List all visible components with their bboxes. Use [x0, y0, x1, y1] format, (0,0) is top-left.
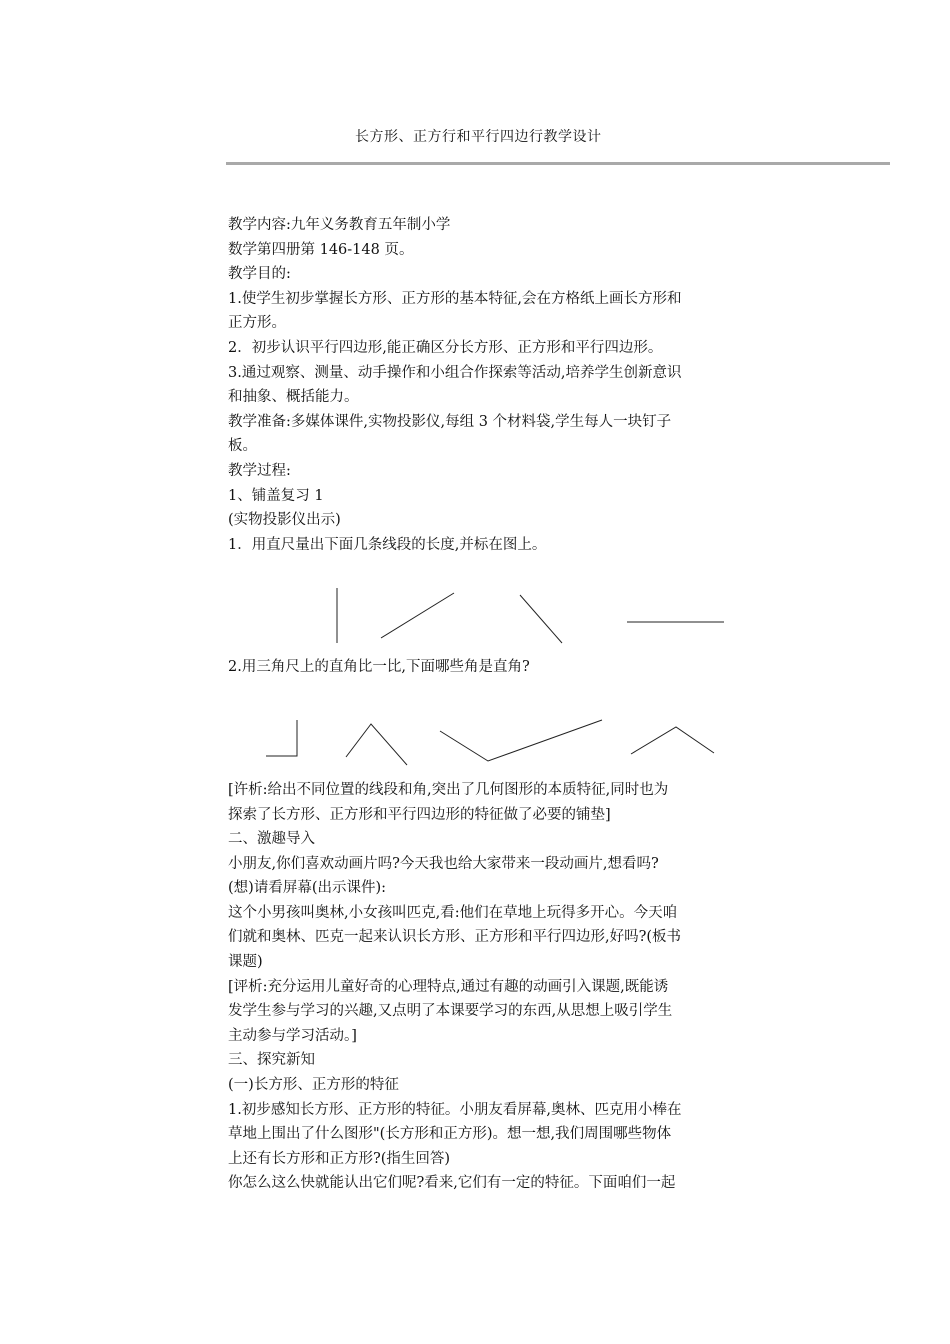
text-line: 草地上围出了什么图形"(长方形和正方形)。想一想,我们周围哪些物体	[228, 1126, 672, 1143]
block2	[228, 778, 728, 1196]
text-line: 探索了长方形、正方形和平行四边形的特征做了必要的铺垫]	[228, 806, 611, 823]
header-rule	[226, 162, 890, 165]
text-line: 教学过程:	[228, 462, 291, 479]
text-line: 正方形。	[228, 315, 286, 332]
text-line: 1、铺盖复习 1	[228, 487, 324, 504]
text-line: 1.初步感知长方形、正方形的特征。小朋友看屏幕,奥林、匹克用小棒在	[228, 1101, 682, 1118]
page-title: 长方形、正方行和平行四边行教学设计	[355, 129, 602, 145]
body-text	[228, 213, 728, 1196]
text-line: 三、探究新知	[228, 1052, 315, 1069]
line-segments-figure	[226, 585, 726, 645]
text-line: 数学第四册第 146-148 页。	[228, 241, 414, 258]
text-line: [许析:给出不同位置的线段和角,突出了几何图形的本质特征,同时也为	[228, 781, 669, 798]
text-line: 发学生参与学习的兴趣,又点明了本课要学习的东西,从思想上吸引学生	[228, 1003, 673, 1020]
right-angle	[266, 720, 297, 756]
text-line: 和抽象、概括能力。	[228, 389, 359, 406]
text-line: 1.使学生初步掌握长方形、正方形的基本特征,会在方格纸上画长方形和	[228, 290, 682, 307]
text-line: 们就和奥林、匹克一起来认识长方形、正方形和平行四边形,好吗?(板书	[228, 929, 682, 946]
text-line: 这个小男孩叫奥林,小女孩叫匹克,看:他们在草地上玩得多开心。今天咱	[228, 904, 678, 921]
text-line: 教学内容:九年义务教育五年制小学	[228, 217, 451, 233]
text-line: 教学准备:多媒体课件,实物投影仪,每组 3 个材料袋,学生每人一块钉子	[228, 413, 672, 430]
text-line: 你怎么这么快就能认出它们呢?看来,它们有一定的特征。下面咱们一起	[228, 1175, 676, 1192]
falling-diagonal-segment	[520, 595, 562, 643]
text-line: (想)请看屏幕(出示课件):	[228, 880, 387, 897]
acute-angle	[346, 724, 407, 765]
text-line: 教学目的:	[228, 266, 291, 283]
text-line: 2．初步认识平行四边形,能正确区分长方形、正方形和平行四边形。	[228, 339, 663, 356]
question-2: 2.用三角尺上的直角比一比,下面哪些角是直角?	[228, 659, 530, 676]
text-line: 上还有长方形和正方形?(指生回答)	[228, 1150, 451, 1167]
obtuse-angle	[631, 727, 714, 754]
text-line: 课题)	[228, 954, 263, 971]
text-line: (一)长方形、正方形的特征	[228, 1077, 399, 1094]
text-line: 小朋友,你们喜欢动画片吗?今天我也给大家带来一段动画片,想看吗?	[228, 855, 659, 872]
angles-figure	[226, 713, 726, 768]
text-line: 主动参与学习活动。]	[228, 1027, 357, 1044]
text-line: 二、激趣导入	[228, 831, 315, 848]
obtuse-angle-wide	[440, 720, 602, 761]
rising-diagonal-segment	[381, 593, 454, 638]
text-line: (实物投影仪出示)	[228, 512, 341, 529]
text-line: 1．用直尺量出下面几条线段的长度,并标在图上。	[228, 536, 547, 553]
block1	[228, 213, 728, 557]
text-line: 板。	[228, 438, 257, 455]
text-line: 3.通过观察、测量、动手操作和小组合作探索等活动,培养学生创新意识	[228, 364, 682, 381]
text-line: [评析:充分运用儿童好奇的心理特点,通过有趣的动画引入课题,既能诱	[228, 978, 669, 995]
